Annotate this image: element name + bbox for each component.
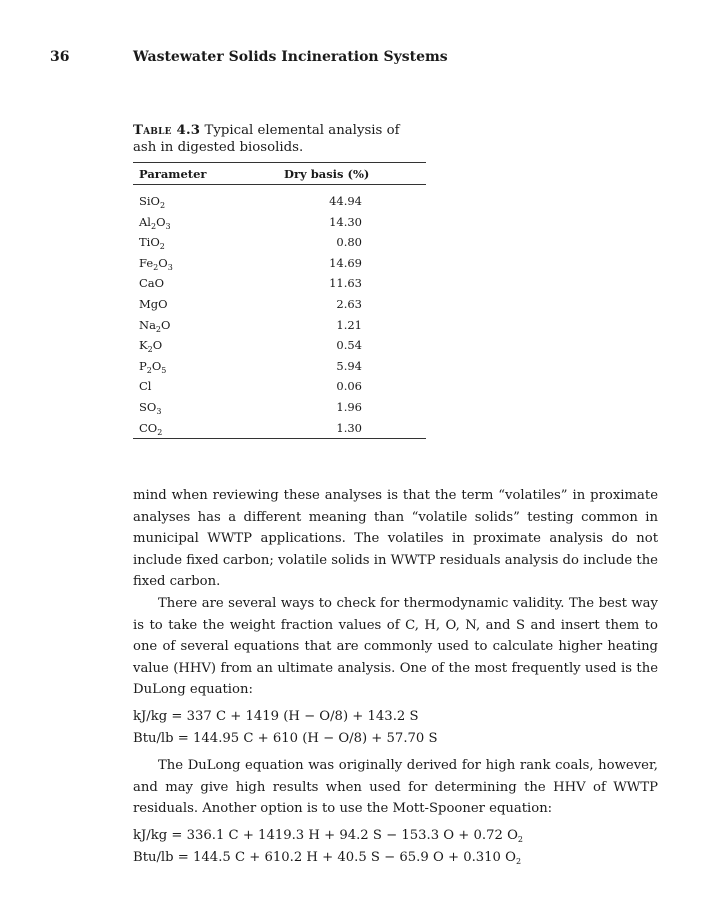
cell-dry-basis: 14.69: [329, 255, 362, 270]
cell-dry-basis: 14.30: [329, 214, 362, 229]
cell-parameter: $Al_2O_3$: [139, 214, 171, 231]
paragraph-2: There are several ways to check for thermodynamic validity. The best way is to take the weight fraction values of C, H, O, N, and S and insert them to one of several equations that are commonly used to calculate higher heating value (HHV) from an ultimate analysis. One of the most frequently used is the DuLong equation:: [133, 595, 658, 698]
table-label: Table 4.3: [133, 123, 201, 138]
cell-dry-basis: 1.30: [336, 420, 362, 435]
cell-parameter: SiO$_2$: [139, 194, 166, 210]
table-caption-text: Typical elemental analysis of ash in digested biosolids.: [133, 123, 400, 155]
cell-dry-basis: 0.54: [336, 338, 362, 353]
table-row: [133, 354, 426, 375]
table-body: [133, 185, 426, 438]
table-row: [133, 395, 426, 416]
column-header-parameter: Parameter: [139, 167, 207, 181]
cell-parameter: MgO: [139, 296, 168, 311]
table-row: [133, 374, 426, 395]
cell-parameter: CaO: [139, 276, 165, 291]
table-row: [133, 313, 426, 334]
equation-dulong-us: Btu/lb = 144.95 C + 610 (H − O/8) + 57.70 S: [133, 730, 438, 746]
paragraph-1: mind when reviewing these analyses is that the term “volatiles” in proximate analyses has a different meaning than “volatile solids” testing common in municipal WWTP applications. The volatiles in proximate analysis do not include fixed carbon; volatile solids in WWTP residuals analysis do include the fixed carbon.: [133, 488, 658, 590]
cell-parameter: $Fe_2O_3$: [139, 255, 173, 272]
page-number: 36: [50, 49, 70, 65]
cell-parameter: Cl: [139, 379, 152, 394]
cell-dry-basis: 0.06: [336, 379, 362, 394]
cell-parameter: $CO_2$: [139, 420, 163, 437]
running-title: Wastewater Solids Incineration Systems: [133, 49, 448, 65]
cell-parameter: $P_2O_5$: [139, 358, 167, 375]
table-4-3: [133, 122, 426, 439]
equation-mott-spooner-us: Btu/lb = 144.5 C + 610.2 H + 40.5 S − 65.9 O + 0.310 $O_2$: [133, 849, 522, 866]
table-header: [133, 163, 426, 184]
table-row: [133, 230, 426, 251]
table-row: [133, 210, 426, 231]
cell-dry-basis: 5.94: [336, 358, 362, 373]
cell-parameter: $SO_3$: [139, 399, 162, 416]
table-row: [133, 251, 426, 272]
table-row: [133, 292, 426, 313]
equation-mott-spooner-si: kJ/kg = 336.1 C + 1419.3 H + 94.2 S − 153.3 O + 0.72 $O_2$: [133, 827, 523, 844]
table-bottom-rule: [133, 438, 426, 439]
column-header-dry-basis: Dry basis (%): [284, 167, 370, 181]
cell-dry-basis: 44.94: [329, 194, 362, 208]
cell-dry-basis: 1.21: [336, 317, 362, 332]
table-row: [133, 271, 426, 292]
cell-dry-basis: 2.63: [336, 296, 362, 311]
body-text: [133, 485, 658, 868]
page-header: [0, 49, 707, 69]
cell-dry-basis: 1.96: [336, 399, 362, 414]
cell-parameter: $Na_2O$: [139, 317, 171, 334]
paragraph-3: The DuLong equation was originally derived for high rank coals, however, and may give high results when used for determining the HHV of WWTP residuals. Another option is to use the Mott-Spooner equation:: [133, 758, 658, 817]
cell-dry-basis: 0.80: [336, 235, 362, 250]
table-row: [133, 333, 426, 354]
table-row: [133, 189, 426, 210]
cell-parameter: TiO$_2$: [139, 235, 165, 252]
table-row: [133, 416, 426, 437]
table-caption: [133, 122, 426, 156]
cell-parameter: $K_2O$: [139, 338, 163, 355]
dulong-equations: [133, 701, 658, 755]
equation-dulong-si: kJ/kg = 337 C + 1419 (H − O/8) + 143.2 S: [133, 708, 419, 724]
mott-spooner-equations: [133, 820, 658, 868]
cell-dry-basis: 11.63: [329, 276, 362, 291]
